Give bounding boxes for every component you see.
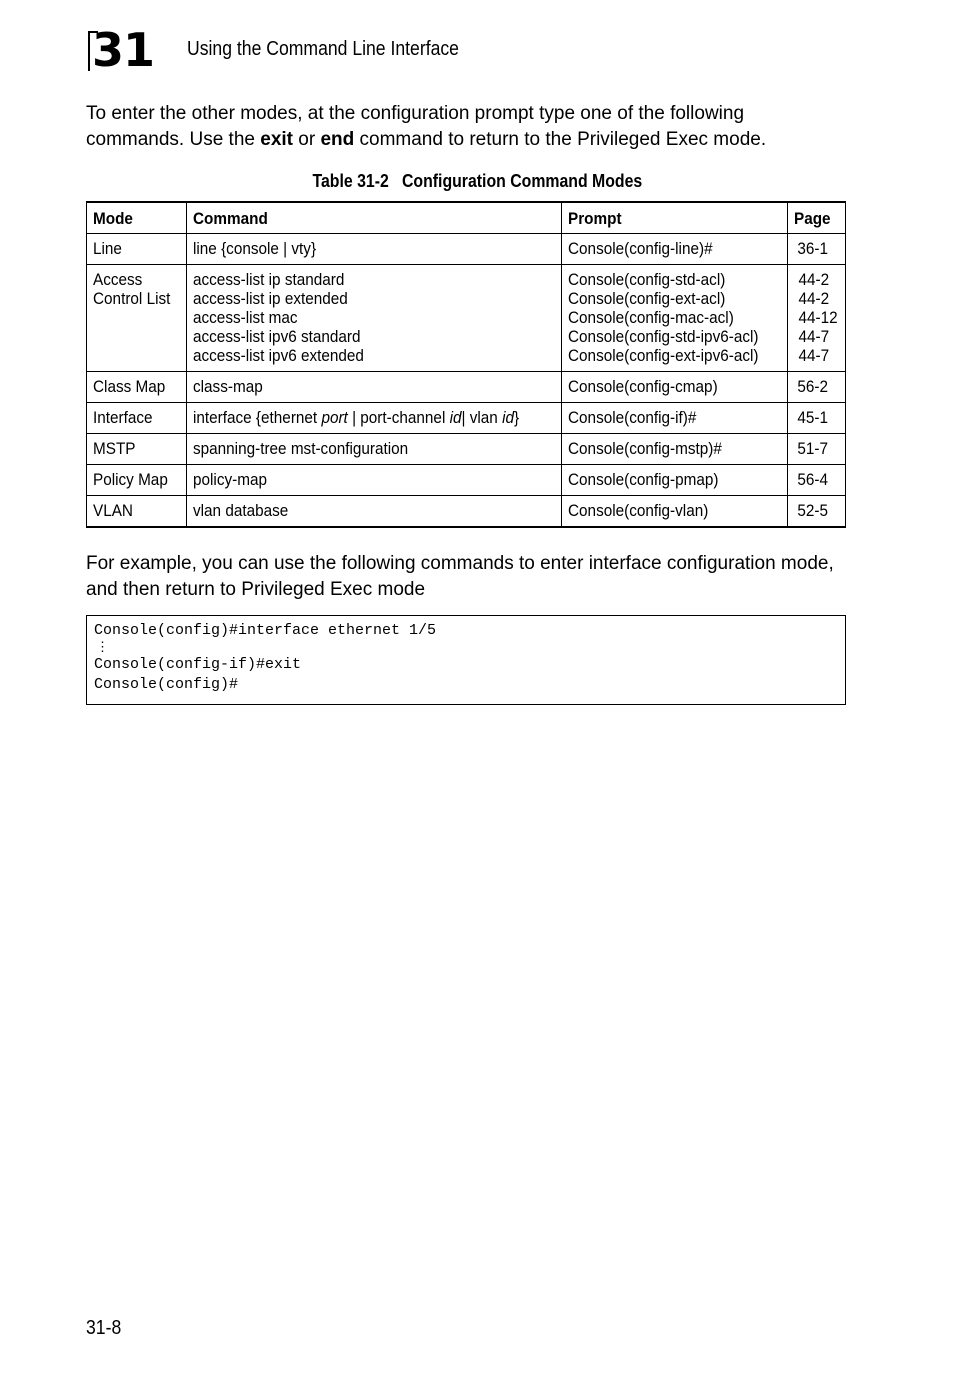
column-header-command: Command bbox=[186, 202, 561, 234]
cell-mode: Line bbox=[87, 234, 187, 265]
code-line: Console(config)#interface ethernet 1/5 bbox=[94, 622, 437, 639]
cell-prompt: Console(config-if)# bbox=[562, 403, 788, 434]
running-header: Using the Command Line Interface bbox=[187, 38, 459, 60]
cell-page: 45-1 bbox=[788, 403, 846, 434]
cell-mode: VLAN bbox=[87, 496, 187, 528]
chapter-number: 31 bbox=[92, 23, 155, 77]
cell-mode: Access Control List bbox=[87, 265, 187, 372]
cell-command: vlan database bbox=[186, 496, 561, 528]
cell-prompt: Console(config-pmap) bbox=[562, 465, 788, 496]
cell-mode: MSTP bbox=[87, 434, 187, 465]
cell-page: 52-5 bbox=[788, 496, 846, 528]
exit-keyword: exit bbox=[260, 129, 293, 150]
cell-command: interface {ethernet port | port-channel id| vlan id} bbox=[186, 403, 561, 434]
table-caption bbox=[0, 171, 954, 192]
vertical-ellipsis: ⋮ bbox=[96, 640, 109, 655]
table-row bbox=[87, 465, 846, 496]
table-row bbox=[87, 496, 846, 528]
cell-prompt: Console(config-std-acl) Console(config-ext-acl) Console(config-mac-acl) Console(config-std-ipv6-acl) Console(config-ext-ipv6-acl) bbox=[562, 265, 788, 372]
table-row bbox=[87, 434, 846, 465]
end-keyword: end bbox=[320, 129, 355, 150]
example-paragraph: For example, you can use the following commands to enter interface configuration mode, and then return to Privileged Exec mode bbox=[86, 553, 834, 600]
intro-text-1: To enter the other modes, at the configuration prompt type one of the following commands. Use the bbox=[86, 103, 745, 150]
code-example-box bbox=[86, 615, 846, 705]
cell-prompt: Console(config-vlan) bbox=[562, 496, 788, 528]
intro-text-2: or bbox=[293, 129, 321, 150]
cell-page: 36-1 bbox=[788, 234, 846, 265]
cell-page: 56-2 bbox=[788, 372, 846, 403]
intro-text-3: command to return to the Privileged Exec mode. bbox=[354, 129, 767, 150]
column-header-page: Page bbox=[788, 202, 846, 234]
column-header-prompt: Prompt bbox=[562, 202, 788, 234]
cell-command: line {console | vty} bbox=[186, 234, 561, 265]
chapter-marker bbox=[88, 23, 162, 77]
cell-prompt: Console(config-cmap) bbox=[562, 372, 788, 403]
cell-mode: Class Map bbox=[87, 372, 187, 403]
table-row bbox=[87, 372, 846, 403]
cell-page: 56-4 bbox=[788, 465, 846, 496]
cell-command: policy-map bbox=[186, 465, 561, 496]
code-block bbox=[94, 621, 436, 695]
command-modes-table bbox=[86, 201, 846, 528]
cell-prompt: Console(config-line)# bbox=[562, 234, 788, 265]
cell-prompt: Console(config-mstp)# bbox=[562, 434, 788, 465]
table-row bbox=[87, 265, 846, 372]
table-header-row bbox=[87, 202, 846, 234]
page-number: 31-8 bbox=[86, 1317, 122, 1339]
cell-command: access-list ip standard access-list ip extended access-list mac access-list ipv6 standard access-list ipv6 extended bbox=[186, 265, 561, 372]
cell-mode: Policy Map bbox=[87, 465, 187, 496]
cell-page: 51-7 bbox=[788, 434, 846, 465]
table-row bbox=[87, 234, 846, 265]
table-caption-text: Table 31-2 Configuration Command Modes bbox=[312, 171, 642, 191]
cell-command: class-map bbox=[186, 372, 561, 403]
cell-page: 44-2 44-2 44-12 44-7 44-7 bbox=[788, 265, 846, 372]
code-line: Console(config)# bbox=[94, 676, 239, 693]
cell-mode: Interface bbox=[87, 403, 187, 434]
code-line: Console(config-if)#exit bbox=[94, 656, 302, 673]
intro-paragraph bbox=[86, 101, 846, 153]
table-row bbox=[87, 403, 846, 434]
column-header-mode: Mode bbox=[87, 202, 187, 234]
cell-command: spanning-tree mst-configuration bbox=[186, 434, 561, 465]
